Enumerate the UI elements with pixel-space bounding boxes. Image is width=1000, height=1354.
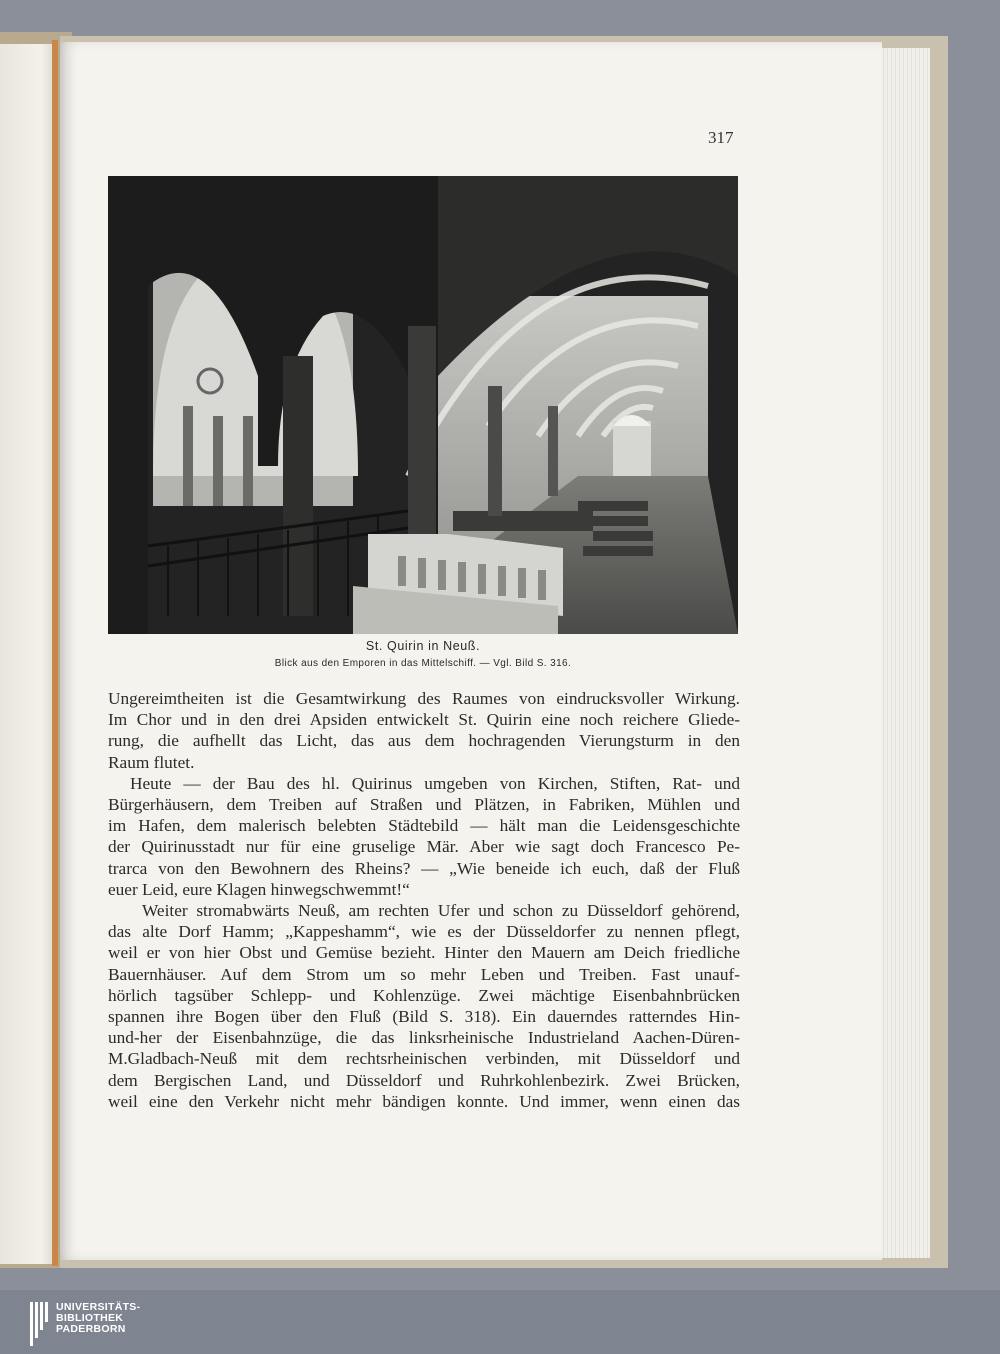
library-logo-text: [56, 1302, 140, 1335]
church-interior-photo: [108, 176, 738, 634]
footer-bar: [0, 1290, 1000, 1354]
logo-line: PADERBORN: [56, 1323, 126, 1335]
text-line: Heute — der Bau des hl. Quirinus umgeben von Kirchen, Stiften, Rat- und: [130, 773, 740, 793]
figure-subtitle: Blick aus den Emporen in das Mittelschiff. — Vgl. Bild S. 316.: [274, 658, 572, 669]
text-line: M.Gladbach-Neuß mit dem rechtsrheinischen verbinden, mit Düsseldorf und: [108, 1049, 740, 1069]
figure-title: St. Quirin in Neuß.: [365, 639, 481, 653]
text-line: Raum flutet.: [108, 752, 195, 772]
text-line: weil eine den Verkehr nicht mehr bändigen konnte. Und immer, wenn einen das: [108, 1091, 740, 1111]
logo-line: BIBLIOTHEK: [56, 1312, 124, 1324]
text-line: hörlich tagsüber Schlepp- und Kohlenzüge. Zwei mächtige Eisenbahnbrücken: [108, 985, 740, 1005]
text-line: spannen ihre Bogen über den Fluß (Bild S. 318). Ein dauerndes ratterndes Hin-: [108, 1007, 740, 1027]
left-page-edge: [0, 44, 58, 1264]
logo-line: UNIVERSITÄTS-: [56, 1301, 141, 1313]
text-line: trarca von den Bewohnern des Rheins? — „Wie beneide ich euch, daß der Fluß: [108, 858, 740, 878]
text-line: Bürgerhäusern, dem Treiben auf Straßen und Plätzen, in Fabriken, Mühlen und: [108, 795, 740, 815]
library-logo-icon: [30, 1302, 50, 1351]
text-line: Im Chor und in den drei Apsiden entwickelt St. Quirin eine noch reichere Gliede-: [108, 710, 740, 730]
text-line: Weiter stromabwärts Neuß, am rechten Ufer und schon zu Düsseldorf gehörend,: [142, 901, 740, 921]
text-line: der Quirinusstadt nur für eine gruselige Mär. Aber wie sagt doch Francesco Pe-: [108, 837, 740, 857]
text-line: Ungereimtheiten ist die Gesamtwirkung des Raumes von eindrucksvoller Wirkung.: [108, 689, 740, 708]
text-line: Bauernhäuser. Auf dem Strom um so mehr Leben und Treiben. Fast unauf-: [108, 964, 740, 984]
text-line: im Hafen, dem malerisch belebten Städtebild — hält man die Leidensgeschichte: [108, 816, 740, 836]
page-stack-edges: [880, 48, 930, 1258]
left-page-gilt-edge: [52, 40, 58, 1266]
page-number: 317: [708, 128, 734, 147]
text-line: rung, die aufhellt das Licht, das aus dem hochragenden Vierungsturm in den: [108, 731, 740, 751]
text-line: euer Leid, eure Klagen hinwegschwemmt!“: [108, 879, 410, 899]
text-line: das alte Dorf Hamm; „Kappeshamm“, wie es der Düsseldorfer zu nennen pflegt,: [108, 922, 740, 942]
text-line: und-her der Eisenbahnzüge, die das linksrheinische Industrieland Aachen-Düren-: [108, 1028, 740, 1048]
body-text: [108, 688, 740, 1112]
text-line: dem Bergischen Land, und Düsseldorf und Ruhrkohlenbezirk. Zwei Brücken,: [108, 1070, 740, 1090]
text-line: weil er von hier Obst und Gemüse bezieht. Hinter den Mauern am Deich friedliche: [108, 943, 740, 963]
